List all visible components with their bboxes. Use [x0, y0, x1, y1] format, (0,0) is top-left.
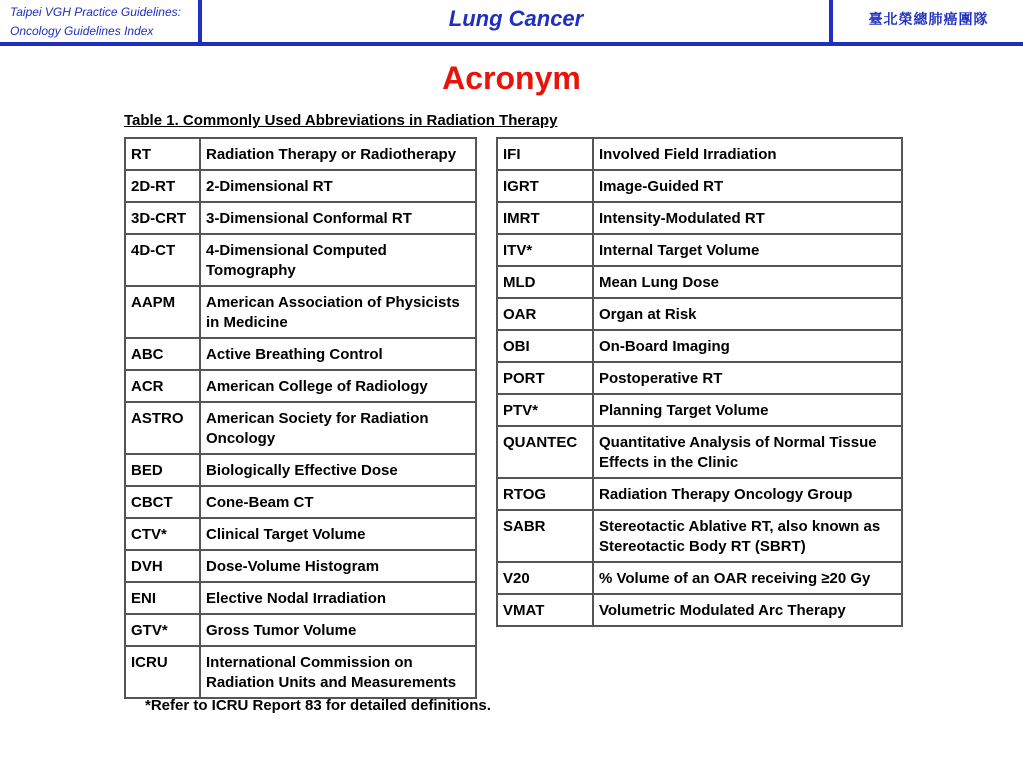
- meaning-cell: Organ at Risk: [593, 298, 902, 330]
- abbreviation-cell: VMAT: [497, 594, 593, 626]
- table-caption: Table 1. Commonly Used Abbreviations in Radiation Therapy: [124, 112, 558, 129]
- abbreviation-cell: 4D-CT: [125, 234, 200, 286]
- table-row: [497, 478, 902, 510]
- table-row: [125, 486, 476, 518]
- page-title: Acronym: [442, 60, 581, 96]
- table-row: [497, 510, 902, 562]
- table-row: [125, 614, 476, 646]
- abbreviation-cell: GTV*: [125, 614, 200, 646]
- meaning-cell: 3-Dimensional Conformal RT: [200, 202, 476, 234]
- abbreviation-cell: QUANTEC: [497, 426, 593, 478]
- meaning-cell: Cone-Beam CT: [200, 486, 476, 518]
- table-row: [125, 286, 476, 338]
- abbreviation-cell: 3D-CRT: [125, 202, 200, 234]
- abbreviation-cell: ABC: [125, 338, 200, 370]
- abbreviations-table-right: [496, 137, 903, 627]
- abbreviation-cell: V20: [497, 562, 593, 594]
- table-row: [125, 370, 476, 402]
- table-row: [125, 582, 476, 614]
- meaning-cell: Radiation Therapy Oncology Group: [593, 478, 902, 510]
- abbreviation-cell: MLD: [497, 266, 593, 298]
- meaning-cell: Mean Lung Dose: [593, 266, 902, 298]
- guidelines-label: Taipei VGH Practice Guidelines:: [10, 5, 181, 19]
- table-row: [125, 234, 476, 286]
- abbreviation-cell: ACR: [125, 370, 200, 402]
- table-row: [497, 266, 902, 298]
- abbreviation-cell: CBCT: [125, 486, 200, 518]
- meaning-cell: Quantitative Analysis of Normal Tissue Effects in the Clinic: [593, 426, 902, 478]
- table-row: [125, 454, 476, 486]
- table-row: [125, 646, 476, 698]
- abbreviation-cell: PTV*: [497, 394, 593, 426]
- meaning-cell: International Commission on Radiation Units and Measurements: [200, 646, 476, 698]
- table-row: [125, 338, 476, 370]
- meaning-cell: Postoperative RT: [593, 362, 902, 394]
- table-row: [497, 362, 902, 394]
- header-underline: [0, 42, 1023, 46]
- abbreviation-cell: RTOG: [497, 478, 593, 510]
- table-row: [497, 202, 902, 234]
- meaning-cell: Internal Target Volume: [593, 234, 902, 266]
- footnote: *Refer to ICRU Report 83 for detailed definitions.: [145, 697, 491, 714]
- abbreviation-cell: ITV*: [497, 234, 593, 266]
- table-row: [497, 298, 902, 330]
- meaning-cell: Stereotactic Ablative RT, also known as Stereotactic Body RT (SBRT): [593, 510, 902, 562]
- table-row: [497, 138, 902, 170]
- meaning-cell: American Association of Physicists in Medicine: [200, 286, 476, 338]
- abbreviation-cell: SABR: [497, 510, 593, 562]
- abbreviation-cell: PORT: [497, 362, 593, 394]
- meaning-cell: 2-Dimensional RT: [200, 170, 476, 202]
- abbreviation-cell: CTV*: [125, 518, 200, 550]
- meaning-cell: American Society for Radiation Oncology: [200, 402, 476, 454]
- meaning-cell: Volumetric Modulated Arc Therapy: [593, 594, 902, 626]
- table-row: [125, 202, 476, 234]
- abbreviation-cell: ENI: [125, 582, 200, 614]
- meaning-cell: Biologically Effective Dose: [200, 454, 476, 486]
- table-row: [497, 170, 902, 202]
- table-row: [497, 330, 902, 362]
- meaning-cell: 4-Dimensional Computed Tomography: [200, 234, 476, 286]
- meaning-cell: Image-Guided RT: [593, 170, 902, 202]
- header-divider-right: [829, 0, 833, 44]
- abbreviation-cell: ICRU: [125, 646, 200, 698]
- abbreviation-cell: OBI: [497, 330, 593, 362]
- abbreviation-cell: IFI: [497, 138, 593, 170]
- meaning-cell: % Volume of an OAR receiving ≥20 Gy: [593, 562, 902, 594]
- meaning-cell: Gross Tumor Volume: [200, 614, 476, 646]
- header-title: Lung Cancer: [448, 6, 584, 31]
- abbreviation-cell: IGRT: [497, 170, 593, 202]
- meaning-cell: Planning Target Volume: [593, 394, 902, 426]
- table-row: [497, 562, 902, 594]
- meaning-cell: Elective Nodal Irradiation: [200, 582, 476, 614]
- meaning-cell: Active Breathing Control: [200, 338, 476, 370]
- meaning-cell: Involved Field Irradiation: [593, 138, 902, 170]
- table-row: [125, 138, 476, 170]
- abbreviation-cell: OAR: [497, 298, 593, 330]
- page-header: [0, 0, 1023, 42]
- table-row: [497, 426, 902, 478]
- table-row: [125, 170, 476, 202]
- abbreviation-cell: DVH: [125, 550, 200, 582]
- table-row: [125, 402, 476, 454]
- abbreviation-cell: ASTRO: [125, 402, 200, 454]
- meaning-cell: American College of Radiology: [200, 370, 476, 402]
- guidelines-index-link[interactable]: Oncology Guidelines Index: [10, 24, 154, 38]
- abbreviation-cell: RT: [125, 138, 200, 170]
- team-name: 臺北榮總肺癌團隊: [868, 12, 989, 28]
- table-row: [497, 594, 902, 626]
- table-row: [497, 234, 902, 266]
- meaning-cell: Radiation Therapy or Radiotherapy: [200, 138, 476, 170]
- guidelines-index-block[interactable]: [0, 0, 198, 42]
- meaning-cell: Dose-Volume Histogram: [200, 550, 476, 582]
- abbreviation-cell: BED: [125, 454, 200, 486]
- table-row: [125, 550, 476, 582]
- abbreviation-cell: IMRT: [497, 202, 593, 234]
- abbreviations-table-left: [124, 137, 477, 699]
- abbreviation-cell: 2D-RT: [125, 170, 200, 202]
- meaning-cell: Clinical Target Volume: [200, 518, 476, 550]
- table-row: [125, 518, 476, 550]
- meaning-cell: On-Board Imaging: [593, 330, 902, 362]
- abbreviation-cell: AAPM: [125, 286, 200, 338]
- table-row: [497, 394, 902, 426]
- meaning-cell: Intensity-Modulated RT: [593, 202, 902, 234]
